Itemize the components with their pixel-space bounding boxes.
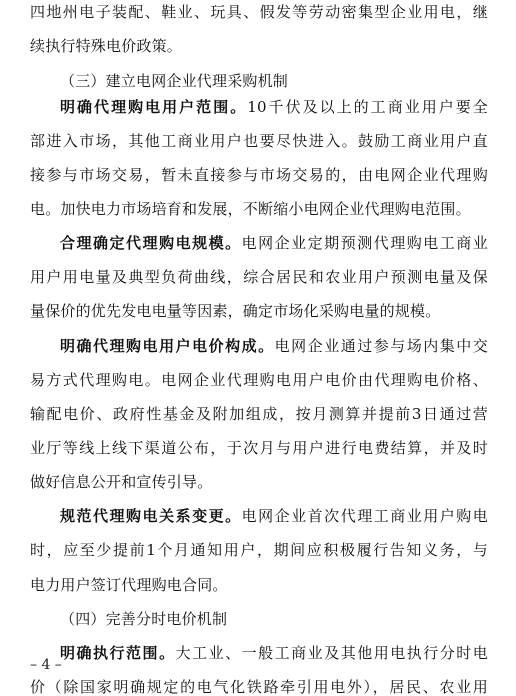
text-segment: 电网企业首次代理工商业用户购电	[241, 507, 488, 525]
text-line	[30, 678, 488, 696]
text-segment: （四）完善分时电价机制	[60, 610, 228, 628]
text-segment: 部进入市场，其他工商业用户也要尽快进入。鼓励工商业用户直	[30, 132, 488, 150]
text-line	[60, 644, 488, 662]
section-heading	[60, 610, 488, 628]
section-heading	[60, 72, 488, 90]
paragraph-lead: 明确执行范围。	[60, 644, 176, 662]
paragraph-lead: 明确代理购电用户范围。	[60, 98, 248, 116]
text-line	[30, 132, 488, 150]
text-line	[30, 405, 488, 423]
text-segment: 量保价的优先发电电量等因素，确定市场化采购电量的规模。	[30, 302, 441, 320]
text-line	[30, 200, 488, 218]
text-line	[60, 337, 488, 355]
text-line	[30, 268, 488, 286]
text-segment: 续执行特殊电价政策。	[30, 37, 183, 55]
text-segment: 输配电价、政府性基金及附加组成，按月测算并提前3日通过营	[30, 405, 488, 423]
text-line	[30, 371, 488, 389]
text-segment: 做好信息公开和宣传引导。	[30, 473, 213, 491]
text-line	[30, 439, 488, 457]
text-segment: 电。加快电力市场培育和发展，不断缩小电网企业代理购电范围。	[30, 200, 471, 218]
text-line	[30, 37, 488, 55]
text-segment: 用户用电量及典型负荷曲线，综合居民和农业用户预测电量及保	[30, 268, 488, 286]
text-segment: 业厅等线上线下渠道公布，于次月与用户进行电费结算，并及时	[30, 439, 488, 457]
text-segment: 价（除国家明确规定的电气化铁路牵引用电外），居民、农业用	[30, 678, 488, 696]
text-segment: 接参与市场交易，暂未直接参与市场交易的，由电网企业代理购	[30, 166, 488, 184]
text-line	[60, 98, 488, 116]
text-segment: 大工业、一般工商业及其他用电执行分时电	[175, 644, 488, 662]
text-line	[30, 166, 488, 184]
paragraph-lead: 合理确定代理购电规模。	[60, 234, 242, 252]
text-line	[30, 302, 488, 320]
text-segment: 电力用户签订代理购电合同。	[30, 576, 228, 594]
text-segment: 时，应至少提前1个月通知用户，期间应积极履行告知义务，与	[30, 541, 488, 559]
text-segment: 电网企业定期预测代理购电工商业	[241, 234, 488, 252]
text-segment: 四地州电子装配、鞋业、玩具、假发等劳动密集型企业用电，继	[30, 3, 488, 21]
text-segment: 10千伏及以上的工商业用户要全	[247, 98, 488, 116]
text-line	[60, 234, 488, 252]
text-segment: （三）建立电网企业代理采购机制	[60, 72, 289, 90]
text-line	[60, 507, 488, 525]
page-number: – 4 –	[30, 657, 62, 673]
text-line	[30, 3, 488, 21]
paragraph-lead: 规范代理购电关系变更。	[60, 507, 242, 525]
paragraph-lead: 明确代理购电用户电价构成。	[60, 337, 275, 355]
text-segment: 电网企业通过参与场内集中交	[274, 337, 488, 355]
text-line	[30, 576, 488, 594]
text-line	[30, 473, 488, 491]
text-segment: 易方式代理购电。电网企业代理购电用户电价由代理购电价格、	[30, 371, 488, 389]
text-line	[30, 541, 488, 559]
